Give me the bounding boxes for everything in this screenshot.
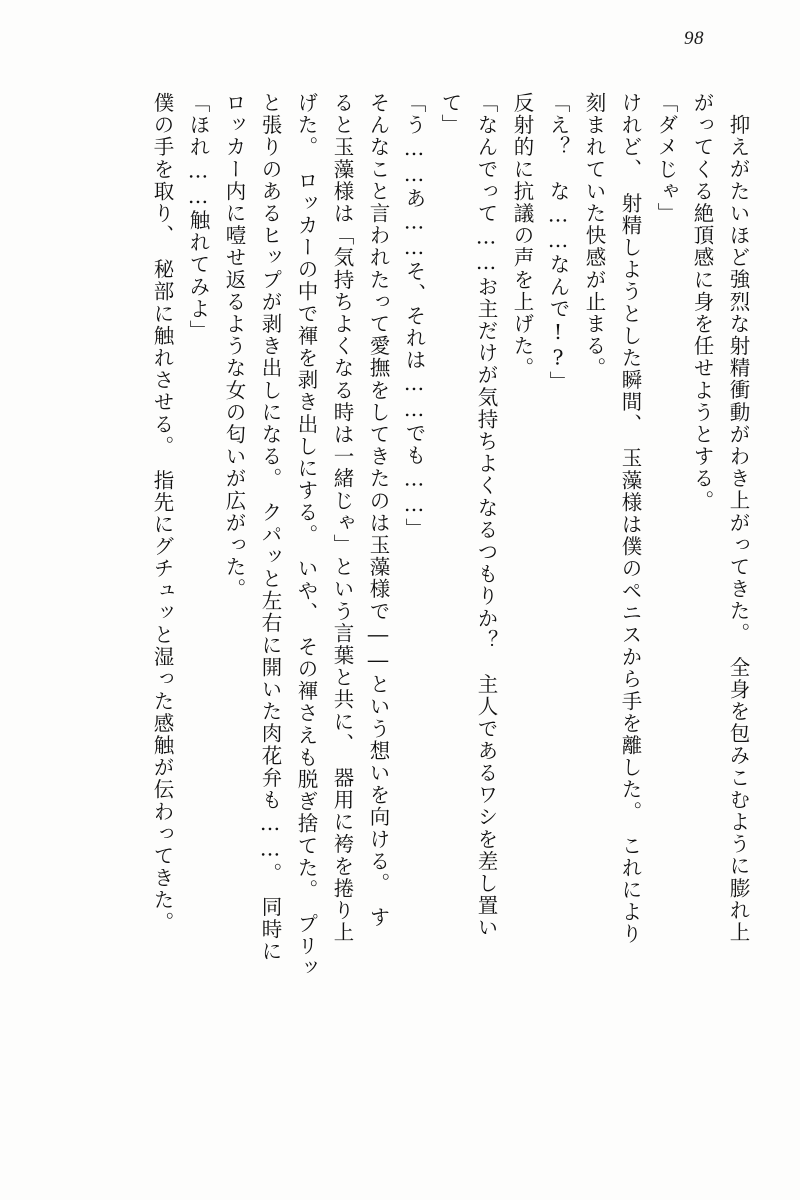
text-column: 「なんでって……お主だけが気持ちよくなるつもりか？ 主人であるワシを差し置い — [474, 92, 498, 939]
page-number: 98 — [684, 28, 704, 49]
text-column: そんなこと言われたって愛撫をしてきたのは玉藻様で――という想いを向ける。 す — [366, 92, 390, 929]
text-column: がってくる絶頂感に身を任せようとする。 — [690, 92, 714, 512]
text-column: 刻まれていた快感が止まる。 — [582, 92, 606, 380]
text-column: けれど、 射精しようとした瞬間、 玉藻様は僕のペニスから手を離した。 これにより — [618, 92, 642, 946]
text-column: 「ダメじゃ」 — [654, 92, 678, 225]
text-column: 抑えがたいほど強烈な射精衝動がわき上がってきた。 全身を包みこむように膨れ上 — [726, 114, 750, 944]
text-column: て」 — [438, 92, 462, 137]
text-column: ると玉藻様は「気持ちよくなる時は一緒じゃ」という言葉と共に、 器用に袴を捲り上 — [330, 92, 354, 944]
vertical-text-body — [40, 92, 748, 1142]
text-column: 僕の手を取り、 秘部に触れさせる。 指先にグチュッと湿った感触が伝わってきた。 — [150, 92, 174, 934]
text-column: 「え？ な……なんで!?」 — [546, 92, 570, 394]
text-column: げた。 ロッカーの中で褌を剥き出しにする。 いや、 その褌さえも脱ぎ捨てた。 プリッ — [294, 92, 318, 980]
text-column: 「う……あ……そ、それは……でも……」 — [402, 92, 426, 540]
text-column: ロッカー内に噎せ返るような女の匂いが広がった。 — [222, 92, 246, 601]
text-column: と張りのあるヒップが剥き出しになる。 クパッと左右に開いた肉花弁も……。 同時に — [258, 92, 282, 963]
text-column: 「ほれ……触れてみよ」 — [186, 92, 210, 343]
text-column: 反射的に抗議の声を上げた。 — [510, 92, 534, 380]
